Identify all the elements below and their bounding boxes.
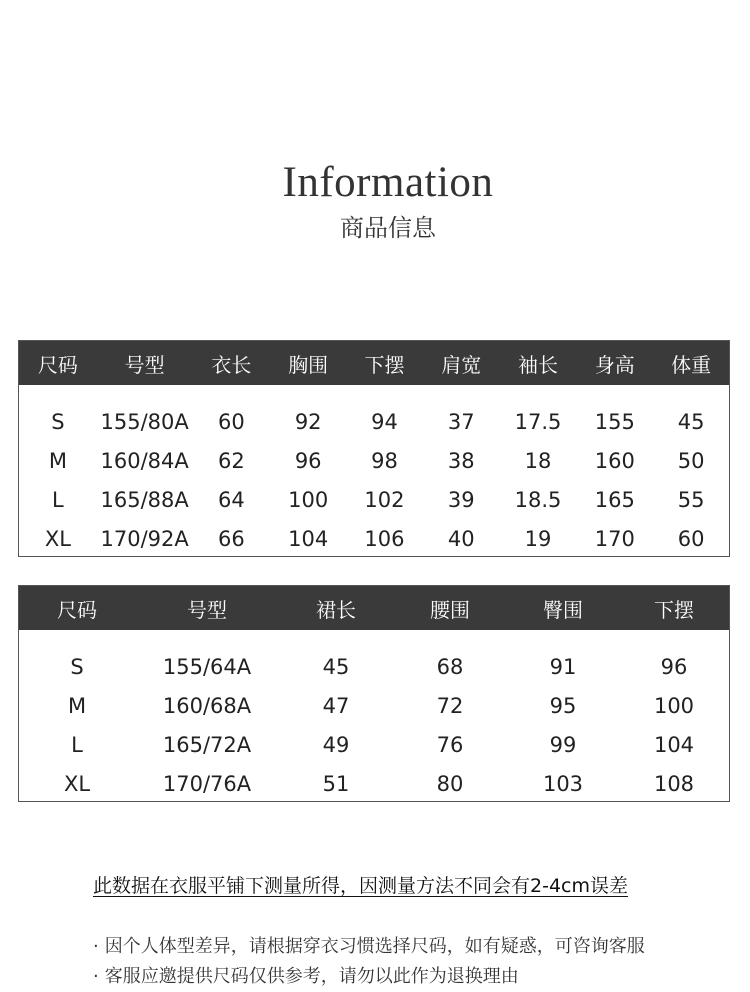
top-size-table: [18, 340, 730, 557]
header-cell: 裙长: [316, 597, 356, 622]
table-cell: 18.5: [514, 487, 562, 512]
table-row: [19, 480, 729, 519]
header-cell: 胸围: [288, 352, 329, 377]
table-cell: 94: [371, 409, 398, 434]
header-cell: 衣长: [211, 352, 252, 377]
bullet-dot: ·: [93, 936, 99, 957]
table-cell: 76: [436, 732, 464, 757]
table-cell: 165: [594, 487, 635, 512]
table-cell: 102: [364, 487, 405, 512]
table-cell: 100: [653, 693, 695, 718]
table-cell: 160/68A: [162, 693, 252, 718]
table-cell: 96: [660, 654, 688, 679]
table-cell: 98: [371, 448, 398, 473]
table-cell: 104: [288, 526, 329, 551]
table-cell: 68: [436, 654, 464, 679]
table-row: [19, 686, 729, 725]
table-cell: 165/72A: [162, 732, 252, 757]
top-table-body: [19, 385, 729, 558]
table-cell: 104: [653, 732, 695, 757]
table-cell: 60: [677, 526, 705, 551]
table-cell: 18: [524, 448, 552, 473]
note-item: [93, 962, 645, 992]
header-cell: 尺码: [57, 597, 97, 622]
measurement-note: 此数据在衣服平铺下测量所得，因测量方法不同会有2-4cm误差: [93, 875, 628, 897]
bullet-dot: ·: [93, 966, 99, 987]
table-cell: 106: [364, 526, 405, 551]
header-cell: 腰围: [430, 597, 470, 622]
table-cell: 50: [677, 448, 705, 473]
table-cell: M: [48, 448, 67, 473]
table-cell: 39: [447, 487, 475, 512]
table-row: [19, 725, 729, 764]
header-cell: 尺码: [37, 352, 78, 377]
table-cell: 17.5: [514, 409, 562, 434]
title-english: Information: [282, 159, 494, 206]
table-cell: XL: [44, 526, 71, 551]
bottom-table-header: [19, 586, 729, 630]
table-cell: 170: [594, 526, 635, 551]
note-item: [93, 932, 645, 962]
table-cell: 155: [594, 409, 635, 434]
table-cell: L: [52, 487, 64, 512]
table-cell: 60: [218, 409, 245, 434]
header-cell: 号型: [124, 352, 165, 377]
table-cell: 38: [447, 448, 475, 473]
header-cell: 肩宽: [441, 352, 482, 377]
table-cell: 155/80A: [100, 409, 189, 434]
table-row: [19, 441, 729, 480]
table-cell: 170/76A: [162, 771, 252, 796]
header-cell: 体重: [671, 352, 712, 377]
table-cell: 72: [436, 693, 464, 718]
bottom-size-table: [18, 585, 730, 802]
table-cell: 55: [677, 487, 705, 512]
bottom-table-body: [19, 630, 729, 803]
table-cell: 160/84A: [100, 448, 189, 473]
table-cell: 103: [542, 771, 584, 796]
table-cell: 66: [218, 526, 245, 551]
table-cell: 64: [218, 487, 245, 512]
table-row: [19, 402, 729, 441]
top-table-header: [19, 341, 729, 385]
table-cell: 62: [218, 448, 245, 473]
table-cell: 47: [322, 693, 350, 718]
table-cell: 160: [594, 448, 635, 473]
table-cell: 99: [549, 732, 577, 757]
table-cell: 49: [322, 732, 350, 757]
title-chinese: 商品信息: [340, 214, 436, 242]
notes-list: [93, 932, 645, 992]
table-cell: S: [51, 409, 65, 434]
header-cell: 下摆: [654, 597, 694, 622]
table-cell: 40: [447, 526, 475, 551]
note-text: 客服应邀提供尺码仅供参考，请勿以此作为退换理由: [104, 966, 519, 987]
table-cell: 108: [653, 771, 695, 796]
table-row: [19, 519, 729, 558]
header-cell: 袖长: [518, 352, 559, 377]
table-cell: 45: [677, 409, 705, 434]
table-cell: 170/92A: [100, 526, 189, 551]
header-cell: 身高: [594, 352, 635, 377]
table-cell: 100: [288, 487, 329, 512]
table-row: [19, 647, 729, 686]
table-cell: L: [71, 732, 83, 757]
table-cell: XL: [63, 771, 91, 796]
table-cell: 96: [294, 448, 322, 473]
table-cell: S: [70, 654, 84, 679]
header-cell: 臀围: [543, 597, 583, 622]
table-cell: 45: [322, 654, 350, 679]
table-cell: 19: [524, 526, 552, 551]
table-cell: 91: [549, 654, 577, 679]
table-row: [19, 764, 729, 803]
table-cell: 155/64A: [162, 654, 252, 679]
header-cell: 号型: [187, 597, 227, 622]
table-cell: 165/88A: [100, 487, 189, 512]
table-cell: 80: [436, 771, 464, 796]
note-text: 因个人体型差异，请根据穿衣习惯选择尺码，如有疑惑，可咨询客服: [104, 936, 645, 957]
table-cell: M: [67, 693, 87, 718]
table-cell: 37: [447, 409, 475, 434]
table-cell: 92: [294, 409, 322, 434]
header-cell: 下摆: [364, 352, 405, 377]
table-cell: 95: [549, 693, 577, 718]
table-cell: 51: [322, 771, 350, 796]
